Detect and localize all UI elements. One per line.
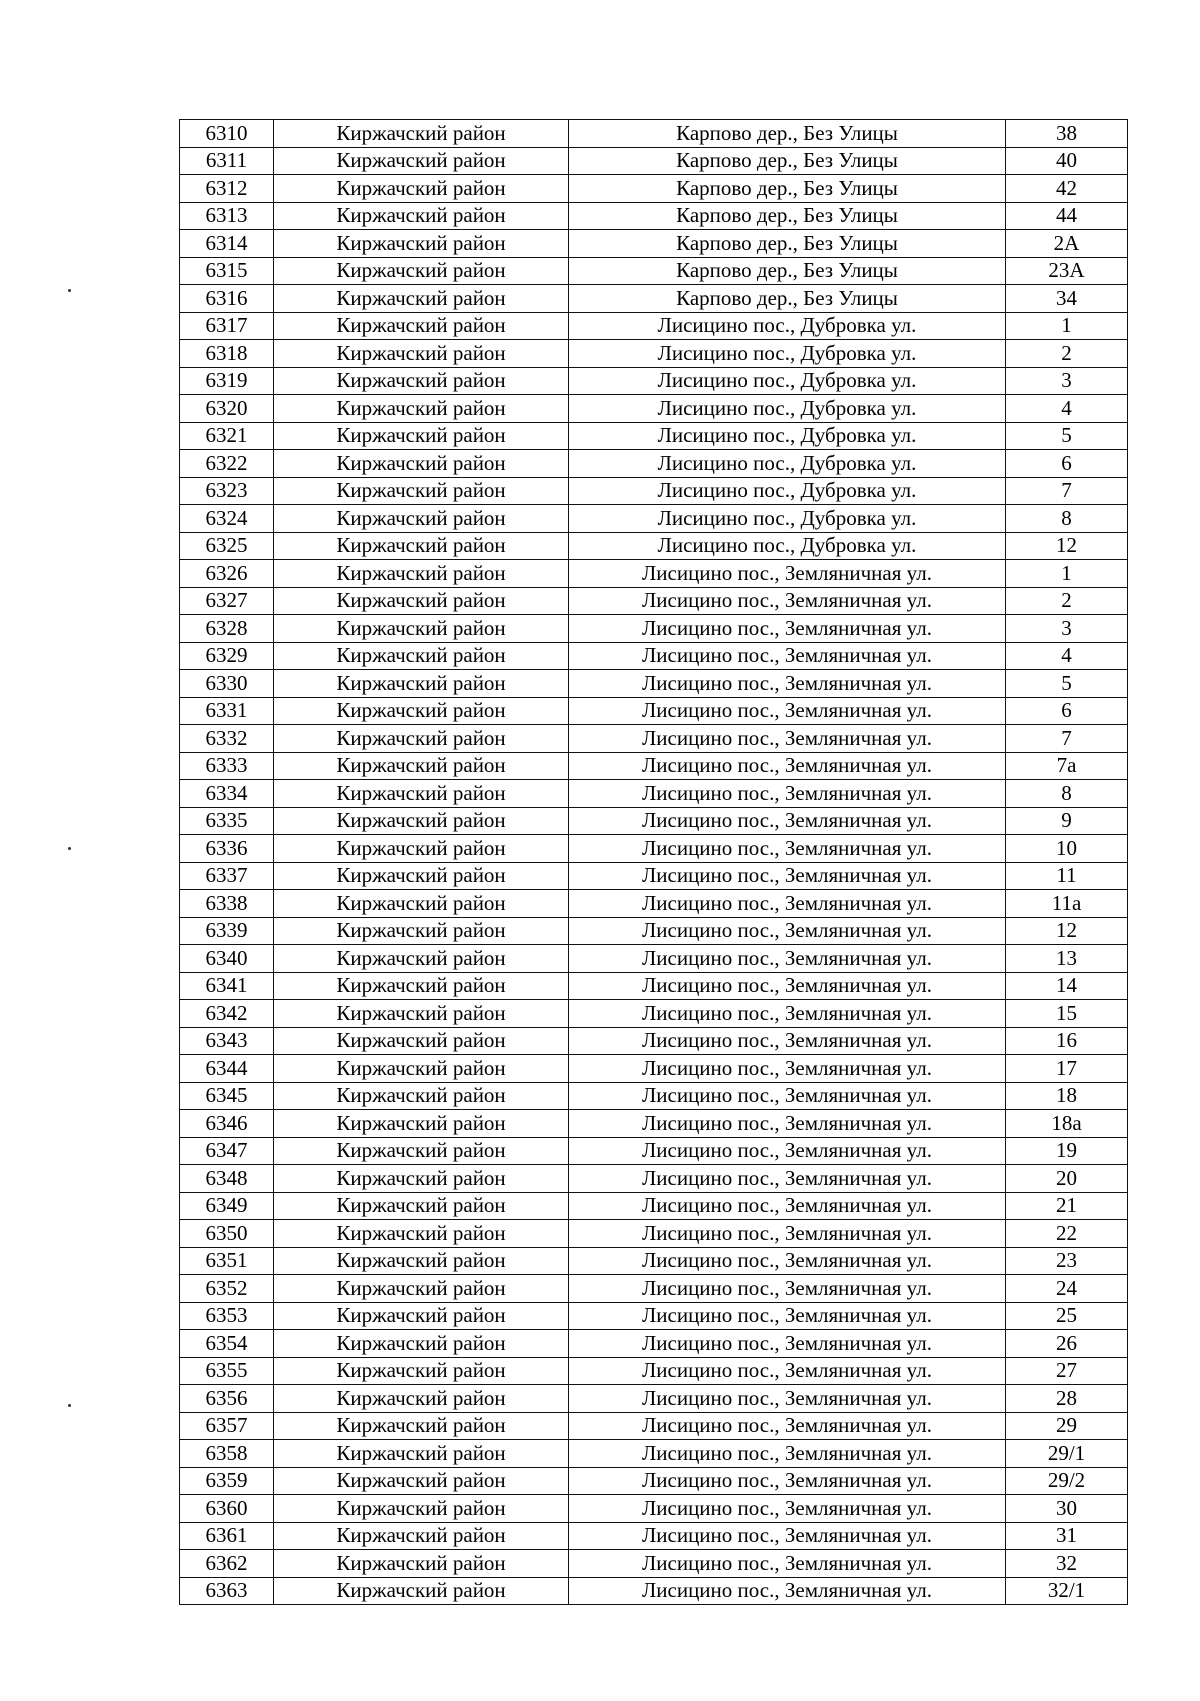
- table-row: [180, 1357, 1128, 1385]
- address-cell: Лисицино пос., Земляничная ул.: [569, 725, 1006, 753]
- table-row: [180, 285, 1128, 313]
- district-cell: Киржачский район: [274, 890, 569, 918]
- district-cell: Киржачский район: [274, 1000, 569, 1028]
- district-cell: Киржачский район: [274, 642, 569, 670]
- district-cell: Киржачский район: [274, 230, 569, 258]
- address-cell: Карпово дер., Без Улицы: [569, 120, 1006, 148]
- district-cell: Киржачский район: [274, 312, 569, 340]
- record-number-cell: 6328: [180, 615, 274, 643]
- table-row: [180, 1082, 1128, 1110]
- district-cell: Киржачский район: [274, 1550, 569, 1578]
- address-cell: Лисицино пос., Дубровка ул.: [569, 505, 1006, 533]
- table-row: [180, 175, 1128, 203]
- record-number-cell: 6312: [180, 175, 274, 203]
- house-number-cell: 12: [1006, 532, 1128, 560]
- district-cell: Киржачский район: [274, 945, 569, 973]
- record-number-cell: 6348: [180, 1165, 274, 1193]
- address-cell: Лисицино пос., Земляничная ул.: [569, 807, 1006, 835]
- district-cell: Киржачский район: [274, 1275, 569, 1303]
- house-number-cell: 8: [1006, 505, 1128, 533]
- record-number-cell: 6351: [180, 1247, 274, 1275]
- table-row: [180, 972, 1128, 1000]
- district-cell: Киржачский район: [274, 147, 569, 175]
- address-cell: Лисицино пос., Земляничная ул.: [569, 1302, 1006, 1330]
- address-cell: Лисицино пос., Земляничная ул.: [569, 1165, 1006, 1193]
- record-number-cell: 6339: [180, 917, 274, 945]
- table-row: [180, 257, 1128, 285]
- record-number-cell: 6337: [180, 862, 274, 890]
- record-number-cell: 6323: [180, 477, 274, 505]
- house-number-cell: 20: [1006, 1165, 1128, 1193]
- address-cell: Лисицино пос., Земляничная ул.: [569, 780, 1006, 808]
- table-row: [180, 615, 1128, 643]
- table-row: [180, 1137, 1128, 1165]
- table-row: [180, 752, 1128, 780]
- house-number-cell: 24: [1006, 1275, 1128, 1303]
- table-row: [180, 395, 1128, 423]
- district-cell: Киржачский район: [274, 1495, 569, 1523]
- house-number-cell: 29/1: [1006, 1440, 1128, 1468]
- district-cell: Киржачский район: [274, 1247, 569, 1275]
- table-row: [180, 725, 1128, 753]
- district-cell: Киржачский район: [274, 257, 569, 285]
- district-cell: Киржачский район: [274, 1440, 569, 1468]
- address-cell: Лисицино пос., Дубровка ул.: [569, 395, 1006, 423]
- house-number-cell: 11: [1006, 862, 1128, 890]
- record-number-cell: 6311: [180, 147, 274, 175]
- record-number-cell: 6333: [180, 752, 274, 780]
- district-cell: Киржачский район: [274, 670, 569, 698]
- address-table: [179, 119, 1128, 1605]
- table-row: [180, 120, 1128, 148]
- district-cell: Киржачский район: [274, 1110, 569, 1138]
- address-cell: Лисицино пос., Земляничная ул.: [569, 972, 1006, 1000]
- record-number-cell: 6318: [180, 340, 274, 368]
- address-table-body: [180, 120, 1128, 1605]
- district-cell: Киржачский район: [274, 615, 569, 643]
- record-number-cell: 6326: [180, 560, 274, 588]
- address-cell: Лисицино пос., Дубровка ул.: [569, 532, 1006, 560]
- house-number-cell: 23А: [1006, 257, 1128, 285]
- address-cell: Лисицино пос., Земляничная ул.: [569, 1467, 1006, 1495]
- house-number-cell: 30: [1006, 1495, 1128, 1523]
- table-row: [180, 1495, 1128, 1523]
- district-cell: Киржачский район: [274, 175, 569, 203]
- house-number-cell: 42: [1006, 175, 1128, 203]
- table-row: [180, 147, 1128, 175]
- table-row: [180, 1027, 1128, 1055]
- district-cell: Киржачский район: [274, 1192, 569, 1220]
- district-cell: Киржачский район: [274, 1467, 569, 1495]
- address-cell: Карпово дер., Без Улицы: [569, 285, 1006, 313]
- district-cell: Киржачский район: [274, 780, 569, 808]
- house-number-cell: 1: [1006, 560, 1128, 588]
- table-row: [180, 1577, 1128, 1605]
- table-row: [180, 422, 1128, 450]
- address-cell: Карпово дер., Без Улицы: [569, 202, 1006, 230]
- house-number-cell: 2: [1006, 587, 1128, 615]
- district-cell: Киржачский район: [274, 477, 569, 505]
- district-cell: Киржачский район: [274, 917, 569, 945]
- address-cell: Лисицино пос., Земляничная ул.: [569, 1082, 1006, 1110]
- address-cell: Лисицино пос., Земляничная ул.: [569, 560, 1006, 588]
- address-cell: Лисицино пос., Земляничная ул.: [569, 1385, 1006, 1413]
- table-row: [180, 1247, 1128, 1275]
- record-number-cell: 6334: [180, 780, 274, 808]
- house-number-cell: 19: [1006, 1137, 1128, 1165]
- house-number-cell: 5: [1006, 670, 1128, 698]
- table-row: [180, 1275, 1128, 1303]
- table-row: [180, 1385, 1128, 1413]
- address-cell: Лисицино пос., Земляничная ул.: [569, 835, 1006, 863]
- district-cell: Киржачский район: [274, 1220, 569, 1248]
- house-number-cell: 4: [1006, 395, 1128, 423]
- address-cell: Лисицино пос., Земляничная ул.: [569, 642, 1006, 670]
- record-number-cell: 6363: [180, 1577, 274, 1605]
- address-cell: Лисицино пос., Дубровка ул.: [569, 422, 1006, 450]
- house-number-cell: 16: [1006, 1027, 1128, 1055]
- record-number-cell: 6345: [180, 1082, 274, 1110]
- district-cell: Киржачский район: [274, 560, 569, 588]
- record-number-cell: 6342: [180, 1000, 274, 1028]
- table-row: [180, 1110, 1128, 1138]
- address-cell: Карпово дер., Без Улицы: [569, 175, 1006, 203]
- address-cell: Лисицино пос., Земляничная ул.: [569, 1577, 1006, 1605]
- house-number-cell: 2А: [1006, 230, 1128, 258]
- record-number-cell: 6362: [180, 1550, 274, 1578]
- house-number-cell: 7: [1006, 477, 1128, 505]
- record-number-cell: 6325: [180, 532, 274, 560]
- house-number-cell: 29: [1006, 1412, 1128, 1440]
- house-number-cell: 31: [1006, 1522, 1128, 1550]
- district-cell: Киржачский район: [274, 1165, 569, 1193]
- house-number-cell: 9: [1006, 807, 1128, 835]
- record-number-cell: 6349: [180, 1192, 274, 1220]
- table-row: [180, 532, 1128, 560]
- district-cell: Киржачский район: [274, 1522, 569, 1550]
- district-cell: Киржачский район: [274, 1385, 569, 1413]
- table-row: [180, 670, 1128, 698]
- record-number-cell: 6327: [180, 587, 274, 615]
- address-cell: Лисицино пос., Земляничная ул.: [569, 1330, 1006, 1358]
- table-row: [180, 807, 1128, 835]
- address-cell: Лисицино пос., Земляничная ул.: [569, 670, 1006, 698]
- address-cell: Лисицино пос., Земляничная ул.: [569, 1440, 1006, 1468]
- table-row: [180, 1330, 1128, 1358]
- district-cell: Киржачский район: [274, 532, 569, 560]
- house-number-cell: 17: [1006, 1055, 1128, 1083]
- record-number-cell: 6335: [180, 807, 274, 835]
- address-cell: Карпово дер., Без Улицы: [569, 147, 1006, 175]
- table-row: [180, 1055, 1128, 1083]
- record-number-cell: 6346: [180, 1110, 274, 1138]
- house-number-cell: 28: [1006, 1385, 1128, 1413]
- house-number-cell: 14: [1006, 972, 1128, 1000]
- record-number-cell: 6332: [180, 725, 274, 753]
- scan-speck: [68, 289, 71, 292]
- house-number-cell: 1: [1006, 312, 1128, 340]
- address-cell: Лисицино пос., Земляничная ул.: [569, 1000, 1006, 1028]
- record-number-cell: 6313: [180, 202, 274, 230]
- record-number-cell: 6358: [180, 1440, 274, 1468]
- house-number-cell: 29/2: [1006, 1467, 1128, 1495]
- table-row: [180, 477, 1128, 505]
- address-cell: Карпово дер., Без Улицы: [569, 230, 1006, 258]
- address-cell: Лисицино пос., Земляничная ул.: [569, 1137, 1006, 1165]
- table-row: [180, 945, 1128, 973]
- table-row: [180, 697, 1128, 725]
- address-cell: Лисицино пос., Земляничная ул.: [569, 1275, 1006, 1303]
- table-row: [180, 917, 1128, 945]
- address-cell: Лисицино пос., Земляничная ул.: [569, 1412, 1006, 1440]
- house-number-cell: 2: [1006, 340, 1128, 368]
- house-number-cell: 21: [1006, 1192, 1128, 1220]
- district-cell: Киржачский район: [274, 367, 569, 395]
- record-number-cell: 6352: [180, 1275, 274, 1303]
- table-row: [180, 1192, 1128, 1220]
- address-cell: Лисицино пос., Земляничная ул.: [569, 890, 1006, 918]
- address-cell: Лисицино пос., Земляничная ул.: [569, 752, 1006, 780]
- district-cell: Киржачский район: [274, 587, 569, 615]
- house-number-cell: 34: [1006, 285, 1128, 313]
- house-number-cell: 6: [1006, 450, 1128, 478]
- district-cell: Киржачский район: [274, 1055, 569, 1083]
- record-number-cell: 6320: [180, 395, 274, 423]
- record-number-cell: 6329: [180, 642, 274, 670]
- table-row: [180, 1220, 1128, 1248]
- table-row: [180, 835, 1128, 863]
- record-number-cell: 6350: [180, 1220, 274, 1248]
- record-number-cell: 6315: [180, 257, 274, 285]
- table-row: [180, 1522, 1128, 1550]
- address-cell: Лисицино пос., Земляничная ул.: [569, 587, 1006, 615]
- house-number-cell: 38: [1006, 120, 1128, 148]
- house-number-cell: 18а: [1006, 1110, 1128, 1138]
- address-cell: Лисицино пос., Дубровка ул.: [569, 477, 1006, 505]
- address-cell: Карпово дер., Без Улицы: [569, 257, 1006, 285]
- house-number-cell: 8: [1006, 780, 1128, 808]
- address-cell: Лисицино пос., Земляничная ул.: [569, 862, 1006, 890]
- house-number-cell: 18: [1006, 1082, 1128, 1110]
- record-number-cell: 6353: [180, 1302, 274, 1330]
- record-number-cell: 6343: [180, 1027, 274, 1055]
- house-number-cell: 32: [1006, 1550, 1128, 1578]
- district-cell: Киржачский район: [274, 862, 569, 890]
- house-number-cell: 11а: [1006, 890, 1128, 918]
- house-number-cell: 5: [1006, 422, 1128, 450]
- house-number-cell: 13: [1006, 945, 1128, 973]
- district-cell: Киржачский район: [274, 1577, 569, 1605]
- address-cell: Лисицино пос., Земляничная ул.: [569, 1027, 1006, 1055]
- house-number-cell: 32/1: [1006, 1577, 1128, 1605]
- record-number-cell: 6310: [180, 120, 274, 148]
- record-number-cell: 6321: [180, 422, 274, 450]
- district-cell: Киржачский район: [274, 807, 569, 835]
- house-number-cell: 3: [1006, 615, 1128, 643]
- house-number-cell: 22: [1006, 1220, 1128, 1248]
- address-cell: Лисицино пос., Земляничная ул.: [569, 615, 1006, 643]
- record-number-cell: 6360: [180, 1495, 274, 1523]
- table-row: [180, 642, 1128, 670]
- house-number-cell: 6: [1006, 697, 1128, 725]
- district-cell: Киржачский район: [274, 202, 569, 230]
- table-row: [180, 367, 1128, 395]
- record-number-cell: 6344: [180, 1055, 274, 1083]
- district-cell: Киржачский район: [274, 285, 569, 313]
- district-cell: Киржачский район: [274, 1412, 569, 1440]
- house-number-cell: 4: [1006, 642, 1128, 670]
- district-cell: Киржачский район: [274, 725, 569, 753]
- address-cell: Лисицино пос., Земляничная ул.: [569, 1055, 1006, 1083]
- district-cell: Киржачский район: [274, 697, 569, 725]
- record-number-cell: 6336: [180, 835, 274, 863]
- district-cell: Киржачский район: [274, 1137, 569, 1165]
- district-cell: Киржачский район: [274, 422, 569, 450]
- record-number-cell: 6340: [180, 945, 274, 973]
- address-cell: Лисицино пос., Земляничная ул.: [569, 917, 1006, 945]
- record-number-cell: 6354: [180, 1330, 274, 1358]
- house-number-cell: 26: [1006, 1330, 1128, 1358]
- address-cell: Лисицино пос., Земляничная ул.: [569, 1247, 1006, 1275]
- table-row: [180, 587, 1128, 615]
- address-cell: Лисицино пос., Земляничная ул.: [569, 1522, 1006, 1550]
- table-row: [180, 1440, 1128, 1468]
- record-number-cell: 6322: [180, 450, 274, 478]
- address-cell: Лисицино пос., Земляничная ул.: [569, 945, 1006, 973]
- table-row: [180, 450, 1128, 478]
- table-row: [180, 1412, 1128, 1440]
- table-row: [180, 780, 1128, 808]
- district-cell: Киржачский район: [274, 395, 569, 423]
- address-cell: Лисицино пос., Дубровка ул.: [569, 450, 1006, 478]
- record-number-cell: 6361: [180, 1522, 274, 1550]
- table-row: [180, 890, 1128, 918]
- table-row: [180, 1165, 1128, 1193]
- district-cell: Киржачский район: [274, 450, 569, 478]
- district-cell: Киржачский район: [274, 505, 569, 533]
- record-number-cell: 6324: [180, 505, 274, 533]
- district-cell: Киржачский район: [274, 120, 569, 148]
- district-cell: Киржачский район: [274, 340, 569, 368]
- table-row: [180, 1550, 1128, 1578]
- table-row: [180, 560, 1128, 588]
- address-cell: Лисицино пос., Дубровка ул.: [569, 367, 1006, 395]
- table-row: [180, 340, 1128, 368]
- address-cell: Лисицино пос., Земляничная ул.: [569, 1192, 1006, 1220]
- district-cell: Киржачский район: [274, 1302, 569, 1330]
- district-cell: Киржачский район: [274, 752, 569, 780]
- scan-speck: [68, 847, 71, 850]
- house-number-cell: 15: [1006, 1000, 1128, 1028]
- address-cell: Лисицино пос., Земляничная ул.: [569, 1495, 1006, 1523]
- district-cell: Киржачский район: [274, 972, 569, 1000]
- table-row: [180, 1467, 1128, 1495]
- table-row: [180, 230, 1128, 258]
- table-row: [180, 202, 1128, 230]
- district-cell: Киржачский район: [274, 1082, 569, 1110]
- address-cell: Лисицино пос., Земляничная ул.: [569, 1550, 1006, 1578]
- address-cell: Лисицино пос., Дубровка ул.: [569, 340, 1006, 368]
- address-cell: Лисицино пос., Земляничная ул.: [569, 1357, 1006, 1385]
- house-number-cell: 12: [1006, 917, 1128, 945]
- address-cell: Лисицино пос., Земляничная ул.: [569, 697, 1006, 725]
- record-number-cell: 6319: [180, 367, 274, 395]
- house-number-cell: 7а: [1006, 752, 1128, 780]
- record-number-cell: 6357: [180, 1412, 274, 1440]
- house-number-cell: 40: [1006, 147, 1128, 175]
- scan-speck: [68, 1404, 71, 1407]
- house-number-cell: 27: [1006, 1357, 1128, 1385]
- house-number-cell: 7: [1006, 725, 1128, 753]
- record-number-cell: 6331: [180, 697, 274, 725]
- record-number-cell: 6341: [180, 972, 274, 1000]
- district-cell: Киржачский район: [274, 1330, 569, 1358]
- address-cell: Лисицино пос., Земляничная ул.: [569, 1110, 1006, 1138]
- address-cell: Лисицино пос., Земляничная ул.: [569, 1220, 1006, 1248]
- record-number-cell: 6314: [180, 230, 274, 258]
- table-row: [180, 1000, 1128, 1028]
- record-number-cell: 6359: [180, 1467, 274, 1495]
- house-number-cell: 23: [1006, 1247, 1128, 1275]
- house-number-cell: 10: [1006, 835, 1128, 863]
- record-number-cell: 6317: [180, 312, 274, 340]
- table-row: [180, 312, 1128, 340]
- house-number-cell: 25: [1006, 1302, 1128, 1330]
- table-row: [180, 862, 1128, 890]
- district-cell: Киржачский район: [274, 1027, 569, 1055]
- table-row: [180, 505, 1128, 533]
- record-number-cell: 6316: [180, 285, 274, 313]
- table-row: [180, 1302, 1128, 1330]
- record-number-cell: 6356: [180, 1385, 274, 1413]
- house-number-cell: 3: [1006, 367, 1128, 395]
- record-number-cell: 6338: [180, 890, 274, 918]
- record-number-cell: 6330: [180, 670, 274, 698]
- record-number-cell: 6355: [180, 1357, 274, 1385]
- district-cell: Киржачский район: [274, 835, 569, 863]
- district-cell: Киржачский район: [274, 1357, 569, 1385]
- house-number-cell: 44: [1006, 202, 1128, 230]
- record-number-cell: 6347: [180, 1137, 274, 1165]
- address-cell: Лисицино пос., Дубровка ул.: [569, 312, 1006, 340]
